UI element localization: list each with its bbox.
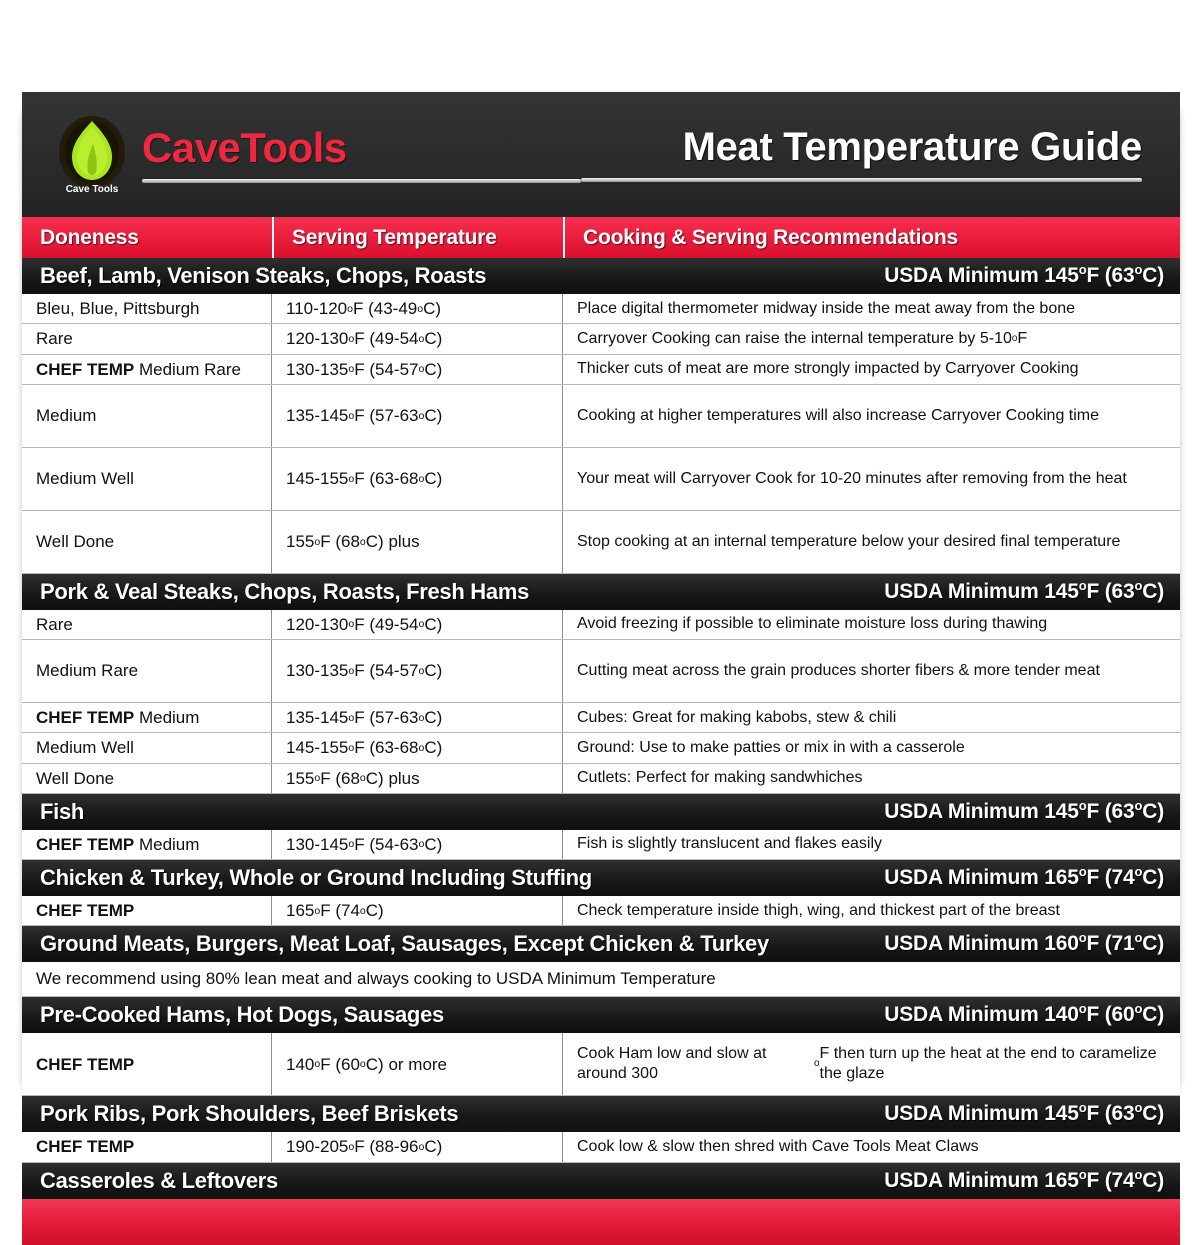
cell-recommendation: Cubes: Great for making kabobs, stew & chili [577, 708, 897, 726]
cell-serving-temperature: 110-120 o F (43-49 o C) [272, 294, 563, 323]
section-header-band [22, 860, 1180, 896]
cell-recommendation: Cooking at higher temperatures will also increase Carryover Cooking time [577, 406, 1100, 424]
section-title: Fish [40, 798, 85, 824]
cell-doneness [22, 355, 272, 384]
section-title: Casseroles & Leftovers [40, 1167, 278, 1193]
cell-doneness [22, 896, 272, 925]
cell-serving-temperature: 120-130 o F (49-54 o C) [272, 610, 563, 639]
table-row [22, 703, 1180, 733]
doneness-label: Medium Well [36, 469, 134, 489]
doneness-label: Medium [134, 708, 200, 727]
cell-serving-temperature: 135-145 o F (57-63 o C) [272, 703, 563, 732]
title-underline [581, 178, 1142, 182]
cell-recommendation: Stop cooking at an internal temperature below your desired final temperature [577, 532, 1121, 550]
table-row [22, 511, 1180, 574]
section-header-band [22, 574, 1180, 610]
brand-underline [142, 179, 581, 183]
cell-doneness [22, 511, 272, 573]
table-row [22, 896, 1180, 926]
cell-recommendation: Cook Ham low and slow at around 300 o F then turn up the heat at the end to caramelize the glaze [577, 1045, 1157, 1083]
doneness-label: Well Done [36, 768, 115, 788]
table-row [22, 733, 1180, 763]
section-header-band [22, 1163, 1180, 1199]
table-body [22, 258, 1180, 1199]
svg-text:Cave Tools: Cave Tools [65, 183, 119, 195]
table-column-header-row [22, 217, 1180, 258]
cell-doneness [22, 1033, 272, 1095]
brand-name: CaveTools [142, 123, 347, 171]
cell-doneness [22, 294, 272, 323]
section-usda-minimum: USDA Minimum 165$^o$F (74$^o$C) [884, 864, 1164, 889]
section-usda-minimum: USDA Minimum 145$^o$F (63$^o$C) [884, 1100, 1164, 1126]
table-row [22, 764, 1180, 794]
section-usda-minimum: USDA Minimum 145$^o$F (63$^o$C) [884, 577, 1164, 603]
section-title: Pork Ribs, Pork Shoulders, Beef Briskets [40, 1101, 459, 1127]
column-header-doneness: Doneness [40, 226, 139, 249]
brand-text-wrap [142, 123, 581, 183]
section-usda-minimum: USDA Minimum 145$^o$F (63$^o$C) [884, 797, 1164, 823]
section-usda-minimum: USDA Minimum 145$^o$F (63$^o$C) [884, 262, 1164, 287]
cell-doneness [22, 764, 272, 793]
cell-recommendation: Cutting meat across the grain produces shorter fibers & more tender meat [577, 662, 1100, 679]
doneness-label: Rare [36, 614, 73, 634]
section-header-band [22, 258, 1180, 294]
page-title: Meat Temperature Guide [682, 125, 1142, 169]
table-row [22, 448, 1180, 511]
cell-doneness [22, 703, 272, 732]
table-row [22, 385, 1180, 448]
section-header-band [22, 1096, 1180, 1132]
card-header [22, 92, 1180, 217]
section-header-band [22, 926, 1180, 962]
section-usda-minimum: USDA Minimum 160$^o$F (71$^o$C) [884, 930, 1164, 956]
cell-serving-temperature: 145-155 o F (63-68 o C) [272, 448, 563, 510]
cell-doneness [22, 830, 272, 859]
section-usda-minimum: USDA Minimum 140$^o$F (60$^o$C) [884, 1001, 1164, 1027]
doneness-label: Bleu, Blue, Pittsburgh [36, 299, 200, 318]
table-row [22, 294, 1180, 324]
cell-doneness [22, 324, 272, 353]
cell-recommendation: Cook low & slow then shred with Cave Tools Meat Claws [577, 1137, 979, 1155]
chef-temp-label: CHEF TEMP [36, 1054, 135, 1074]
cell-doneness [22, 385, 272, 447]
table-row [22, 355, 1180, 385]
column-header-recommendations: Cooking & Serving Recommendations [563, 217, 1180, 258]
table-row [22, 610, 1180, 640]
chef-temp-label: CHEF TEMP [36, 901, 135, 920]
chef-temp-label: CHEF TEMP [36, 359, 135, 379]
cell-serving-temperature: 145-155 o F (63-68 o C) [272, 733, 563, 762]
cell-recommendation: Carryover Cooking can raise the internal temperature by 5-10 o F [577, 329, 1028, 347]
section-title: Beef, Lamb, Venison Steaks, Chops, Roasts [40, 263, 487, 288]
cell-serving-temperature: 130-135 o F (54-57 o C) [272, 355, 563, 384]
cell-serving-temperature: 155 o F (68 o C) plus [272, 764, 563, 793]
cave-tools-flame-logo-icon [56, 114, 128, 196]
table-row [22, 324, 1180, 354]
cell-recommendation: Fish is slightly translucent and flakes easily [577, 835, 883, 853]
doneness-label: Medium Rare [134, 359, 241, 379]
cell-recommendation: Avoid freezing if possible to eliminate moisture loss during thawing [577, 615, 1048, 633]
cell-doneness [22, 1132, 272, 1161]
section-header-band [22, 794, 1180, 830]
doneness-label: Medium [36, 406, 97, 426]
cell-serving-temperature: 140 o F (60 o C) or more [272, 1033, 563, 1095]
cell-serving-temperature: 135-145 o F (57-63 o C) [272, 385, 563, 447]
cell-serving-temperature: 130-135 o F (54-57 o C) [272, 640, 563, 702]
doneness-label: Rare [36, 329, 73, 349]
table-row [22, 830, 1180, 860]
cell-doneness [22, 733, 272, 762]
cell-serving-temperature: 190-205 o F (88-96 o C) [272, 1132, 563, 1161]
cell-doneness [22, 640, 272, 702]
section-title: Pre-Cooked Hams, Hot Dogs, Sausages [40, 1002, 444, 1028]
meat-temperature-guide-card [22, 92, 1180, 1193]
section-usda-minimum: USDA Minimum 165$^o$F (74$^o$C) [884, 1166, 1164, 1192]
column-header-serving-temperature: Serving Temperature [272, 217, 563, 258]
cell-recommendation: Ground: Use to make patties or mix in with a casserole [577, 738, 965, 756]
section-title: Chicken & Turkey, Whole or Ground Including Stuffing [40, 865, 592, 890]
cell-serving-temperature: 165 o F (74 o C) [272, 896, 563, 925]
doneness-label: Medium Rare [36, 661, 139, 681]
section-title: Pork & Veal Steaks, Chops, Roasts, Fresh Hams [40, 578, 530, 604]
section-header-band [22, 997, 1180, 1033]
title-block [581, 127, 1150, 182]
chef-temp-label: CHEF TEMP [36, 834, 135, 854]
cell-recommendation: Thicker cuts of meat are more strongly impacted by Carryover Cooking [577, 360, 1079, 378]
table-row [22, 1033, 1180, 1096]
brand-block [56, 114, 581, 196]
cell-serving-temperature: 130-145 o F (54-63 o C) [272, 830, 563, 859]
section-title: Ground Meats, Burgers, Meat Loaf, Sausages, Except Chicken & Turkey [40, 931, 769, 957]
doneness-label: Medium [134, 834, 200, 854]
chef-temp-label: CHEF TEMP [36, 708, 135, 727]
section-full-width-note: We recommend using 80% lean meat and always cooking to USDA Minimum Temperature [22, 962, 1180, 997]
bottom-red-band [22, 1199, 1180, 1245]
cell-recommendation: Check temperature inside thigh, wing, and thickest part of the breast [577, 901, 1060, 919]
cell-serving-temperature: 155 o F (68 o C) plus [272, 511, 563, 573]
doneness-label: Well Done [36, 532, 115, 552]
doneness-label: Medium Well [36, 738, 134, 758]
cell-serving-temperature: 120-130 o F (49-54 o C) [272, 324, 563, 353]
chef-temp-label: CHEF TEMP [36, 1137, 135, 1157]
table-row [22, 640, 1180, 703]
cell-recommendation: Cutlets: Perfect for making sandwhiches [577, 769, 863, 787]
cell-recommendation: Your meat will Carryover Cook for 10-20 minutes after removing from the heat [577, 469, 1127, 487]
table-row [22, 1132, 1180, 1162]
cell-recommendation: Place digital thermometer midway inside the meat away from the bone [577, 299, 1076, 317]
cell-doneness [22, 610, 272, 639]
cell-doneness [22, 448, 272, 510]
